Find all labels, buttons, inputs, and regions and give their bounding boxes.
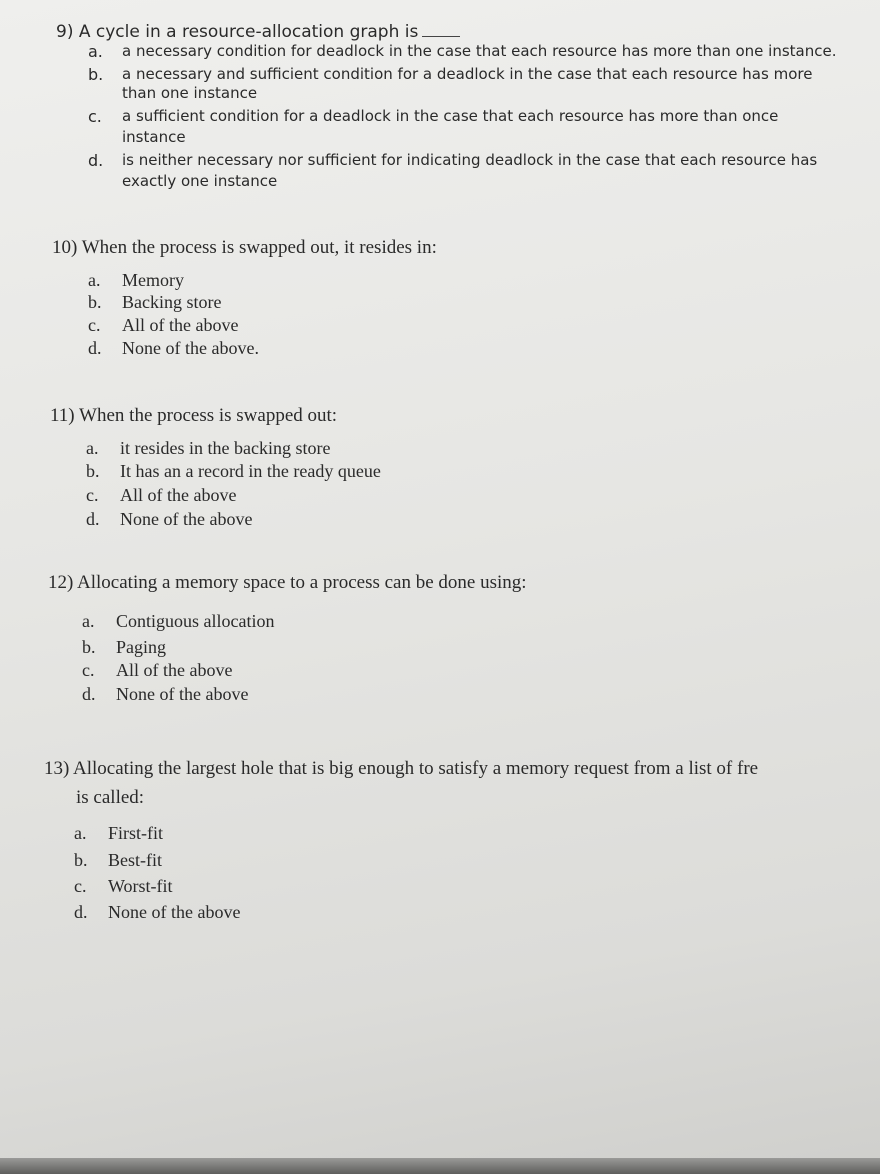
question-9-option-b-continued: than one instance <box>122 84 258 102</box>
question-11-option-b <box>86 461 381 482</box>
option-text: All of the above <box>120 485 237 505</box>
option-letter: d. <box>88 151 104 170</box>
question-13-stem-continued: is called: <box>76 787 145 808</box>
option-text: Worst-fit <box>108 876 173 896</box>
option-letter: c. <box>82 660 95 680</box>
option-text: a necessary condition for deadlock in the case that each resource has more than one instance. <box>122 42 837 60</box>
question-12-number: 12) <box>48 572 74 593</box>
option-text: Contiguous allocation <box>116 611 275 631</box>
option-letter: c. <box>88 315 101 335</box>
question-12-option-c <box>82 660 232 681</box>
question-9-text: A cycle in a resource-allocation graph is <box>78 22 419 42</box>
question-10-stem <box>52 237 437 259</box>
question-9-option-b <box>88 65 812 84</box>
option-letter: b. <box>86 461 100 481</box>
question-11-number: 11) <box>50 405 75 426</box>
option-text: None of the above. <box>122 338 259 358</box>
option-letter: b. <box>82 637 96 657</box>
question-11-option-c <box>86 485 236 506</box>
option-letter: a. <box>88 42 103 61</box>
option-letter: c. <box>88 107 102 126</box>
question-9-option-c-continued: instance <box>122 128 186 146</box>
question-9-stem <box>56 22 460 42</box>
option-text: Best-fit <box>108 850 162 870</box>
option-text: All of the above <box>116 660 233 680</box>
question-10-option-b <box>88 292 221 313</box>
question-12-option-b <box>82 637 166 658</box>
question-13-option-c <box>74 876 173 897</box>
question-9-option-a <box>88 42 836 61</box>
question-13-stem <box>44 758 758 780</box>
question-9-number: 9) <box>56 22 74 42</box>
question-11-option-d <box>86 509 252 530</box>
question-13-number: 13) <box>44 758 70 779</box>
option-text: a necessary and sufficient condition for a deadlock in the case that each resource has more <box>122 65 813 83</box>
option-text: First-fit <box>108 823 164 843</box>
option-letter: a. <box>86 438 99 458</box>
option-letter: b. <box>74 850 88 870</box>
option-text: All of the above <box>122 315 239 335</box>
question-9-option-d-continued: exactly one instance <box>122 172 278 190</box>
page-bottom-shadow <box>0 1158 880 1174</box>
question-10-option-d <box>88 338 259 359</box>
question-11-stem <box>50 405 337 427</box>
question-9-option-c <box>88 107 778 126</box>
question-10-option-a <box>88 270 184 291</box>
question-13-option-d <box>74 902 240 923</box>
option-text: it resides in the backing store <box>120 438 331 458</box>
question-10-number: 10) <box>52 237 78 258</box>
option-text: None of the above <box>108 902 241 922</box>
option-letter: d. <box>82 684 96 704</box>
question-13-option-b <box>74 850 162 871</box>
option-text: It has an a record in the ready queue <box>120 461 381 481</box>
option-letter: a. <box>74 823 87 843</box>
question-12-option-a <box>82 611 274 632</box>
option-text: Backing store <box>122 292 222 312</box>
option-text: is neither necessary nor sufficient for indicating deadlock in the case that each resource has <box>122 151 818 169</box>
option-text: Paging <box>116 637 167 657</box>
option-letter: b. <box>88 292 102 312</box>
question-12-text: Allocating a memory space to a process can be done using: <box>77 572 527 593</box>
option-letter: c. <box>74 876 87 896</box>
option-letter: b. <box>88 65 104 84</box>
option-text: Memory <box>122 270 184 290</box>
option-letter: d. <box>86 509 100 529</box>
question-9-option-d <box>88 151 817 170</box>
option-text: a sufficient condition for a deadlock in the case that each resource has more than once <box>122 107 779 125</box>
question-12-stem <box>48 572 527 594</box>
question-13-text: Allocating the largest hole that is big enough to satisfy a memory request from a list of fre <box>73 758 759 779</box>
option-letter: d. <box>88 338 102 358</box>
option-text: None of the above <box>116 684 249 704</box>
question-11-text: When the process is swapped out: <box>79 405 338 426</box>
option-letter: d. <box>74 902 88 922</box>
question-10-text: When the process is swapped out, it resides in: <box>81 237 437 258</box>
question-11-option-a <box>86 438 330 459</box>
question-10-option-c <box>88 315 238 336</box>
question-13-option-a <box>74 823 163 844</box>
option-letter: a. <box>82 611 95 631</box>
answer-blank <box>422 24 460 37</box>
option-letter: c. <box>86 485 99 505</box>
option-text: None of the above <box>120 509 253 529</box>
question-12-option-d <box>82 684 248 705</box>
option-letter: a. <box>88 270 101 290</box>
